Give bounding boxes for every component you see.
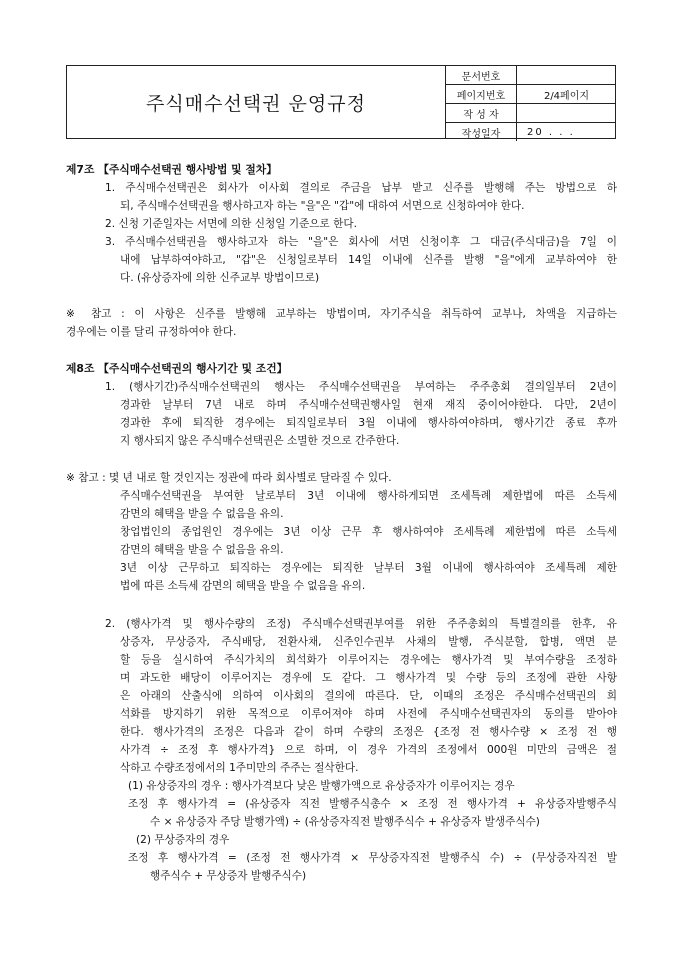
article8-item2-line4: 며 과도한 배당이 이루어지는 경우에 도 같다. 그 행사가격 및 수량 등의 조정에 관한 사항	[120, 672, 617, 684]
article8-note-line7: 법에 따른 소득세 감면의 혜택을 받을 수 없음을 유의.	[120, 580, 366, 592]
article8-item2-line7: 한다. 행사가격의 조정은 다음과 같이 하며 수량의 조정은 {조정 전 행사수량 × 조정 전 행	[120, 726, 617, 738]
meta-value-author	[517, 104, 617, 123]
article8-item2-line2: 상증자, 무상증자, 주식배당, 전환사채, 신주인수권부 사채의 발행, 주식분할, 합병, 액면 분	[120, 636, 617, 648]
article7-item1-line2: 되, 주식매수선택권을 행사하고자 하는 "을"은 "갑"에 대하여 서면으로 신청하여야 한다.	[120, 200, 525, 212]
document-meta	[445, 66, 616, 138]
meta-value-doc-number	[517, 66, 617, 85]
meta-label-page-number: 페이지번호	[446, 85, 517, 104]
article8-heading: 제8조 【주식매수선택권의 행사기간 및 조건】	[66, 362, 288, 375]
article8-note-line2: 주식매수선택권을 부여한 날로부터 3년 이내에 행사하게되면 조세특례 제한법에 따른 소득세	[120, 490, 617, 502]
case2-formula-line1: 조정 후 행사가격 = (조정 전 행사가격 × 무상증자직전 발행주식 수) ÷ (무상증자직전 발	[128, 852, 617, 864]
article7-heading: 제7조 【주식매수선택권 행사방법 및 절차】	[66, 163, 278, 176]
article8-item2-line1: 2. (행사가격 및 행사수량의 조정) 주식매수선택권부여를 위한 주주총회의 특별결의를 한후, 유	[105, 618, 617, 630]
article7-item3-line2: 내에 납부하여야하고, "갑"은 신청일로부터 14일 이내에 신주를 발행 "을"에게 교부하여야 한	[120, 254, 617, 266]
case1-formula-line1: 조정 후 행사가격 = (유상증자 직전 발행주식총수 × 조정 전 행사가격 + 유상증자발행주식	[128, 798, 617, 810]
article7-item3-line3: 다. (유상증자에 의한 신주교부 방법이므로)	[120, 272, 320, 284]
article8-note-line5: 감면의 혜택을 받을 수 없음을 유의.	[120, 544, 284, 556]
article8-note-line1: ※ 참고 : 몇 년 내로 할 것인지는 정관에 따라 회사별로 달라질 수 있다.	[66, 472, 392, 484]
article8-item1-line3: 경과한 후에 퇴직한 경우에는 퇴직일로부터 3월 이내에 행사하여야하며, 행사기간 종료 후까	[120, 417, 617, 429]
article8-note-line6: 3년 이상 근무하고 퇴직하는 경우에는 퇴직한 날부터 3월 이내에 행사하여야 조세특례 제한	[120, 562, 617, 574]
article7-note-line2: 경우에는 이를 달리 규정하여야 한다.	[66, 326, 237, 338]
meta-value-date: 20 . . .	[517, 123, 617, 142]
meta-label-doc-number: 문서번호	[446, 66, 517, 85]
article8-item1-line4: 지 행사되지 않은 주식매수선택권은 소멸한 것으로 간주한다.	[120, 435, 400, 447]
article8-item2-line8: 사가격 ÷ 조정 후 행사가격} 으로 하며, 이 경우 가격의 조정에서 000원 미만의 금액은 절	[120, 744, 617, 756]
document-title: 주식매수선택권 운영규정	[146, 92, 366, 115]
meta-value-page-number: 2/4페이지	[517, 85, 617, 104]
meta-label-author: 작 성 자	[446, 104, 517, 123]
case2-title: (2) 무상증자의 경우	[136, 834, 230, 846]
article7-item3-line1: 3. 주식매수선택권을 행사하고자 하는 "을"은 회사에 서면 신청이후 그 대금(주식대금)을 7일 이	[105, 236, 617, 248]
article8-item2-line9: 삭하고 수량조정에서의 1주미만의 주주는 절삭한다.	[120, 762, 359, 774]
case1-formula-line2: 수 × 유상증자 주당 발행가액) ÷ (유상증자직전 발행주식수 + 유상증자 발생주식수)	[150, 816, 540, 828]
case2-formula-line2: 행주식수 + 무상증자 발행주식수)	[150, 870, 307, 882]
case1-title: (1) 유상증자의 경우 : 행사가격보다 낮은 발행가액으로 유상증자가 이루어지는 경우	[128, 780, 515, 792]
document-header-table	[66, 65, 616, 139]
article8-item1-line1: 1. (행사기간)주식매수선택권의 행사는 주식매수선택권을 부여하는 주주총회 결의일부터 2년이	[105, 381, 617, 393]
article7-item1-line1: 1. 주식매수선택권은 회사가 이사회 결의로 주금을 납부 받고 신주를 발행해 주는 방법으로 하	[105, 182, 617, 194]
article8-note-line4: 창업법인의 종업원인 경우에는 3년 이상 근무 후 행사하여야 조세특례 제한법에 따른 소득세	[120, 526, 617, 538]
article8-note-line3: 감면의 혜택을 받을 수 없음을 유의.	[120, 508, 284, 520]
article8-item2-line6: 석화를 방지하기 위한 목적으로 이루어져야 하며 사전에 주식매수선택권자의 동의를 받아야	[120, 708, 617, 720]
article7-item2-line1: 2. 신청 기준일자는 서면에 의한 신청일 기준으로 한다.	[105, 218, 357, 230]
article8-item2-line3: 할 등을 실시하여 주식가치의 희석화가 이루어지는 경우에는 행사가격 및 부여수량을 조정하	[120, 654, 617, 666]
article7-note-line1: ※ 참고 : 이 사항은 신주를 발행해 교부하는 방법이며, 자기주식을 취득하여 교부나, 차액을 지급하는	[66, 308, 617, 320]
article8-item2-line5: 은 아래의 산출식에 의하여 이사회의 결의에 따른다. 단, 이때의 조정은 주식매수선택권의 희	[120, 690, 617, 702]
article8-item1-line2: 경과한 날부터 7년 내로 하며 주식매수선택권행사일 현재 재직 중이어야한다. 다만, 2년이	[120, 399, 617, 411]
meta-label-date: 작성일자	[446, 123, 517, 142]
